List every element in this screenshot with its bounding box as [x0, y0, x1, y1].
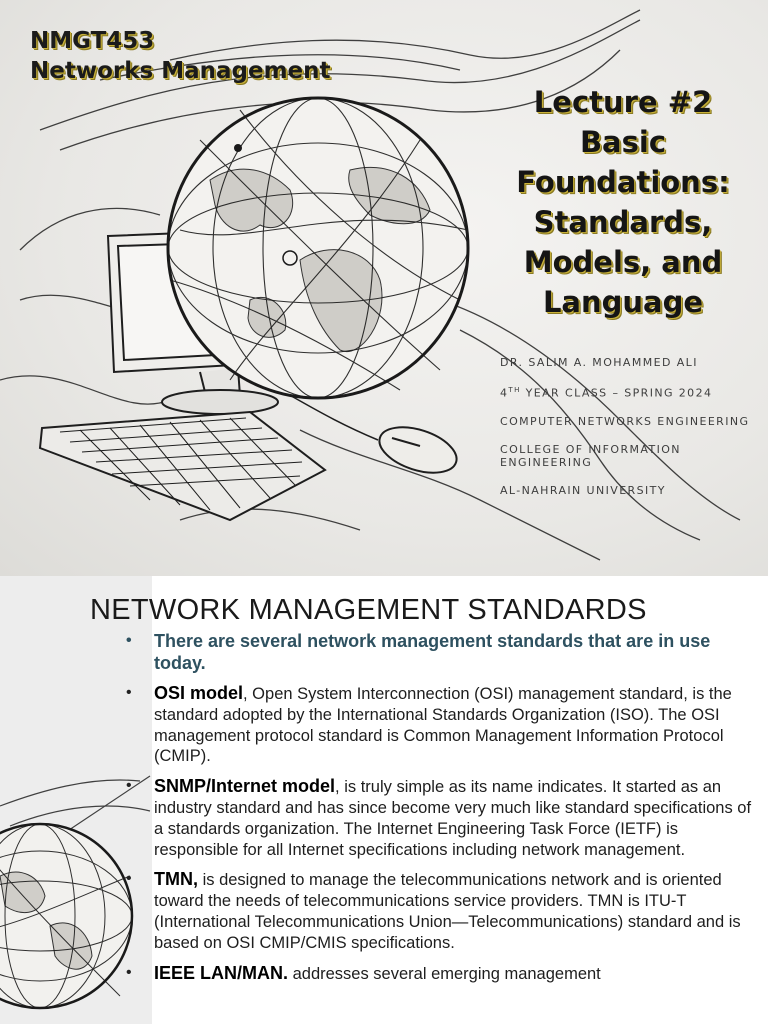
instructor-name: DR. SALIM A. MOHAMMED ALI: [500, 356, 698, 369]
list-item: [126, 683, 756, 767]
bullet-text: , is truly simple as its name indicates. It started as an industry standard and has since become very much like standard specifications of a standards organization. The Internet Engineering Task Force (IETF) is responsible for all Internet specifications including network management.: [154, 778, 752, 859]
course-header: [30, 26, 331, 86]
list-item: [126, 869, 756, 953]
year-prefix: 4: [500, 386, 509, 400]
year-superscript: TH: [508, 386, 521, 394]
course-name: Networks Management: [30, 58, 331, 84]
class-year: [500, 384, 762, 400]
bullet-lead: IEEE LAN/MAN.: [154, 962, 289, 983]
college-name: COLLEGE OF INFORMATION ENGINEERING: [500, 442, 681, 469]
bullet-lead: SNMP/Internet model: [154, 776, 336, 797]
standards-slide: [0, 576, 768, 1024]
course-code: NMGT453: [30, 28, 155, 54]
standards-list: [126, 630, 756, 993]
bullet-text: , Open System Interconnection (OSI) management standard, is the standard adopted by the International Standards Organization (ISO). The OSI management protocol standard is Common Management Information Protocol (CMIP).: [154, 685, 732, 766]
lecture-title: Lecture #2 Basic Foundations: Standards, Models, and Language: [516, 85, 730, 319]
department-name: COMPUTER NETWORKS ENGINEERING: [500, 414, 750, 428]
lecture-meta: [500, 356, 762, 512]
bullet-text: is designed to manage the telecommunications network and is oriented toward the needs of telecommunications service providers. TMN is ITU-T (International Telecommunications Union—Telecommunications) standard and is based on OSI CMIP/CMIS specifications.: [154, 871, 741, 952]
bullet-text: addresses several emerging management: [288, 964, 601, 983]
list-item: [126, 963, 756, 985]
slide-title: NETWORK MANAGEMENT STANDARDS: [90, 594, 647, 626]
university-name: AL-NAHRAIN UNIVERSITY: [500, 483, 666, 497]
year-suffix: YEAR CLASS – SPRING 2024: [525, 386, 713, 400]
list-item: [126, 776, 756, 860]
bullet-lead: OSI model: [154, 683, 244, 703]
intro-bullet: • There are several network management standards that are in use today.: [126, 630, 756, 674]
bullet-lead: TMN,: [154, 869, 198, 890]
